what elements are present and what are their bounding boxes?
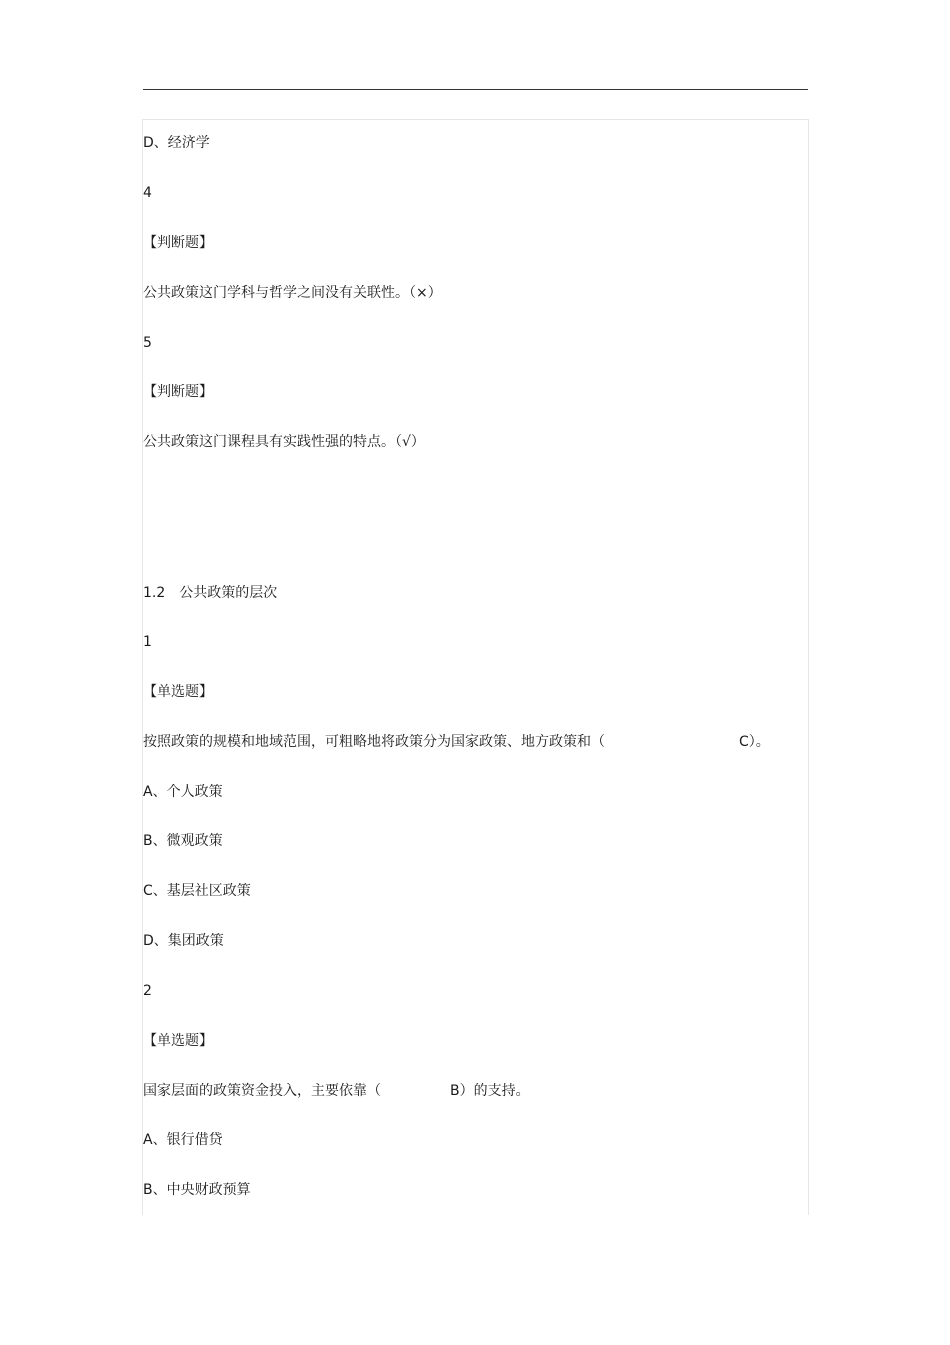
question-type-label: 【判断题】 bbox=[143, 384, 213, 400]
option-a: A、银行借贷 bbox=[143, 1132, 223, 1148]
option-d: D、集团政策 bbox=[143, 933, 224, 949]
question-text: 按照政策的规模和地域范围，可粗略地将政策分为国家政策、地方政策和（ bbox=[143, 734, 605, 750]
question-text: 国家层面的政策资金投入，主要依靠（ bbox=[143, 1083, 381, 1099]
option-d-economics: D、经济学 bbox=[143, 135, 210, 151]
question-type-label: 【单选题】 bbox=[143, 684, 213, 700]
header-rule bbox=[143, 89, 808, 90]
section-heading: 1.2 公共政策的层次 bbox=[143, 585, 278, 601]
question-text: 公共政策这门学科与哲学之间没有关联性。（×） bbox=[143, 285, 442, 301]
answer-text: B）的支持。 bbox=[450, 1083, 530, 1099]
answer-text: C）。 bbox=[739, 734, 770, 750]
question-type-label: 【判断题】 bbox=[143, 235, 213, 251]
question-number-1: 1 bbox=[143, 634, 152, 650]
question-text: 公共政策这门课程具有实践性强的特点。（√） bbox=[143, 434, 425, 450]
option-c: C、基层社区政策 bbox=[143, 883, 251, 899]
question-type-label: 【单选题】 bbox=[143, 1033, 213, 1049]
option-a: A、个人政策 bbox=[143, 784, 223, 800]
option-b: B、微观政策 bbox=[143, 833, 223, 849]
question-number-5: 5 bbox=[143, 335, 152, 351]
question-number-2: 2 bbox=[143, 983, 152, 999]
option-b: B、中央财政预算 bbox=[143, 1182, 251, 1198]
question-number-4: 4 bbox=[143, 185, 152, 201]
